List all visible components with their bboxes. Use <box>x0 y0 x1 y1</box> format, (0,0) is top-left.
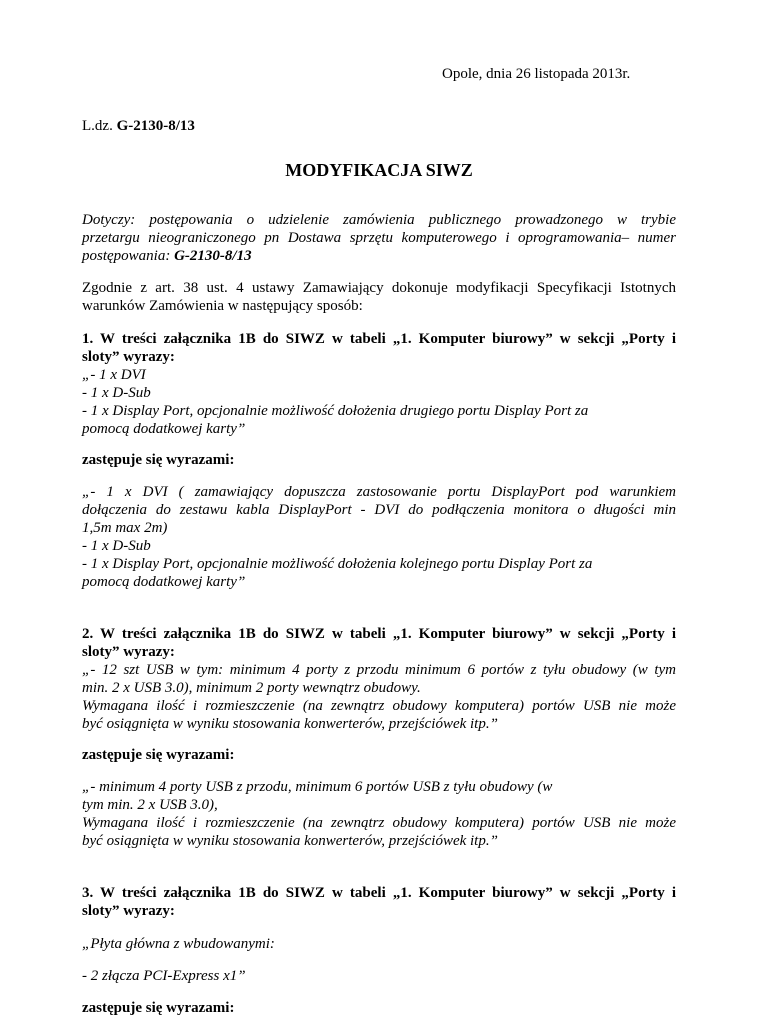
concerns-line-2: przetargu nieograniczonego pn Dostawa sprzętu komputerowego i oprogramowania– numer <box>82 230 676 246</box>
section2-heading-2: sloty” wyrazy: <box>82 644 175 660</box>
concerns-prefix: postępowania: <box>82 248 171 264</box>
section2-new-line: „- minimum 4 porty USB z przodu, minimum 6 portów USB z tyłu obudowy (w <box>82 779 553 795</box>
section1-replace-label: zastępuje się wyrazami: <box>82 452 235 468</box>
section1-new-line: „- 1 x DVI ( zamawiający dopuszcza zastosowanie portu DisplayPort pod warunkiem <box>82 484 676 500</box>
concerns-line-3 <box>82 247 252 266</box>
section1-new-line: pomocą dodatkowej karty” <box>82 574 246 590</box>
section3-heading-1: 3. W treści załącznika 1B do SIWZ w tabeli „1. Komputer biurowy” w sekcji „Porty i <box>82 885 676 901</box>
section1-new-line: 1,5m max 2m) <box>82 520 168 536</box>
section1-old-line: - 1 x Display Port, opcjonalnie możliwość dołożenia drugiego portu Display Port za <box>82 403 589 419</box>
section1-heading-1: 1. W treści załącznika 1B do SIWZ w tabeli „1. Komputer biurowy” w sekcji „Porty i <box>82 331 676 347</box>
section3-replace-label: zastępuje się wyrazami: <box>82 1000 235 1016</box>
section2-old-line: „- 12 szt USB w tym: minimum 4 porty z przodu minimum 6 portów z tyłu obudowy (w tym <box>82 662 676 678</box>
section2-replace-label: zastępuje się wyrazami: <box>82 747 235 763</box>
section2-old-line: min. 2 x USB 3.0), minimum 2 porty wewnątrz obudowy. <box>82 680 421 696</box>
section1-heading-2: sloty” wyrazy: <box>82 349 175 365</box>
intro-line-2: warunków Zamówienia w następujący sposób: <box>82 298 363 314</box>
section1-new-line: - 1 x D-Sub <box>82 538 151 554</box>
section2-new-line: Wymagana ilość i rozmieszczenie (na zewnątrz obudowy komputera) portów USB nie może <box>82 815 676 831</box>
section1-old-line: - 1 x D-Sub <box>82 385 151 401</box>
section3-old-line: - 2 złącza PCI-Express x1” <box>82 968 246 984</box>
section2-new-line: być osiągnięta w wyniku stosowania konwerterów, przejściówek itp.” <box>82 833 498 849</box>
section2-new-line: tym min. 2 x USB 3.0), <box>82 797 218 813</box>
intro-line-1: Zgodnie z art. 38 ust. 4 ustawy Zamawiający dokonuje modyfikacji Specyfikacji Istotnych <box>82 280 676 296</box>
concerns-line-1: Dotyczy: postępowania o udzielenie zamówienia publicznego prowadzonego w trybie <box>82 212 676 228</box>
section1-new-line: - 1 x Display Port, opcjonalnie możliwość dołożenia kolejnego portu Display Port za <box>82 556 593 572</box>
document-title: MODYFIKACJA SIWZ <box>285 160 473 180</box>
section3-heading-2: sloty” wyrazy: <box>82 903 175 919</box>
reference-value: G-2130-8/13 <box>116 118 195 134</box>
section1-old-line: „- 1 x DVI <box>82 367 146 383</box>
section1-old-line: pomocą dodatkowej karty” <box>82 421 246 437</box>
section3-old-line: „Płyta główna z wbudowanymi: <box>82 936 275 952</box>
concerns-number: G-2130-8/13 <box>174 248 252 264</box>
section2-old-line: Wymagana ilość i rozmieszczenie (na zewnątrz obudowy komputera) portów USB nie może <box>82 698 676 714</box>
reference-number <box>82 117 195 136</box>
reference-label: L.dz. <box>82 118 113 134</box>
section2-heading-1: 2. W treści załącznika 1B do SIWZ w tabeli „1. Komputer biurowy” w sekcji „Porty i <box>82 626 676 642</box>
section2-old-line: być osiągnięta w wyniku stosowania konwerterów, przejściówek itp.” <box>82 716 498 732</box>
place-date: Opole, dnia 26 listopada 2013r. <box>442 66 631 82</box>
section1-new-line: dołączenia do zestawu kabla DisplayPort - DVI do podłączenia monitora o długości min <box>82 502 676 518</box>
